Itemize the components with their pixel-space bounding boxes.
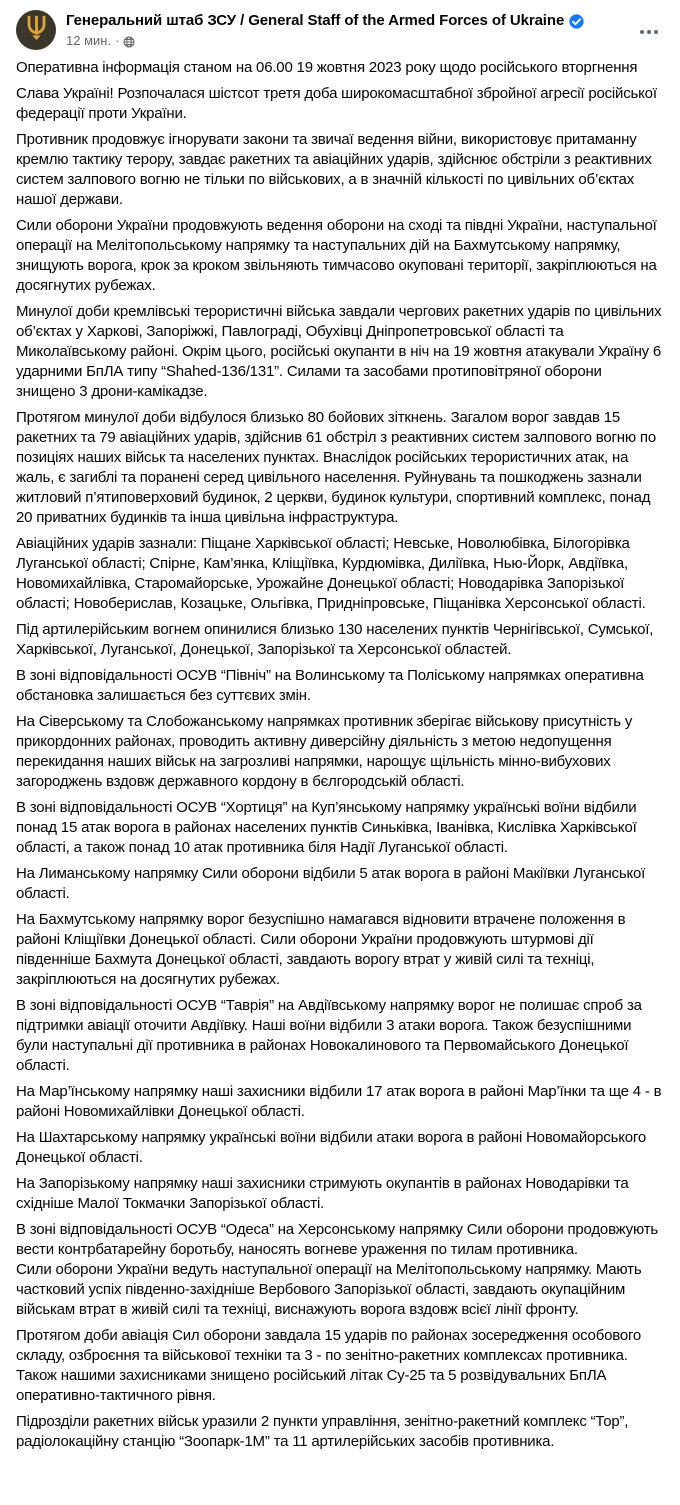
post-paragraph: Сили оборони України продовжують ведення оборони на сході та півдні України, наступальної операції на Мелітопольському напрямку та наступальних дій на Бахмутському напрямку, знищують ворога, крок за кроком звільняють тимчасово окуповані території, закріплюються на досягнутих рубежах. (16, 217, 657, 294)
post-paragraph: В зоні відповідальності ОСУВ “Таврія” на Авдіївському напрямку ворог не полишає спроб за підтримки авіації оточити Авдіївку. Наші воїни відбили 3 атаки ворога. Також безуспішними були наступальні дії противника в районах Новокалинового та Первомайського Донецької області. (16, 997, 642, 1074)
more-options-button[interactable] (636, 22, 662, 42)
post-paragraph: Оперативна інформація станом на 06.00 19 жовтня 2023 року щодо російського вторгнення (16, 59, 638, 76)
post-paragraph: Під артилерійським вогнем опинилися близько 130 населених пунктів Чернігівської, Сумської, Харківської, Луганської, Донецької, Запорізької та Херсонської областей. (16, 621, 654, 658)
post-paragraph: Слава Україні! Розпочалася шістсот третя доба широкомасштабної збройної агресії російської федерації проти України. (16, 85, 657, 122)
post-paragraph: На Лиманському напрямку Сили оборони відбили 5 атак ворога в районі Макіївки Луганської області. (16, 865, 646, 902)
page-avatar[interactable] (16, 10, 56, 50)
post-paragraph: Протягом минулої доби відбулося близько 80 бойових зіткнень. Загалом ворог завдав 15 ракетних та 79 авіаційних ударів, здійснив 61 обстріл з реактивних систем залпового вогню по позиціях наших військ та населених пунктах. Внаслідок російських терористичних атак, на жаль, є загиблі та поранені серед цивільного населення. Руйнувань та пошкоджень зазнали житловий п’ятиповерховий будинок, 2 церкви, будинок культури, спортивний комплекс, понад 20 приватних будинків та інша цивільна інфраструктура. (16, 409, 656, 526)
post-header (0, 0, 680, 54)
post-paragraph: На Шахтарському напрямку українські воїни відбили атаки ворога в районі Новомайорського Донецької області. (16, 1129, 646, 1166)
post-paragraph: Сили оборони України ведуть наступальної операції на Мелітопольському напрямку. Мають частковий успіх південно-західніше Вербового Запорізької області, завдають окупаційним військам втрат в живій силі та техніці, виснажують ворога вздовж всієї лінії фронту. (16, 1261, 642, 1318)
post-paragraph: На Бахмутському напрямку ворог безуспішно намагався відновити втрачене положення в районі Кліщіївки Донецької області. Сили оборони України продовжують штурмові дії південніше Бахмута Донецької області, завдають ворогу втрат у живій силі та техніці, закріплюються на досягнутих рубежах. (16, 911, 626, 988)
meta-dot-separator: · (115, 33, 120, 48)
verified-badge-icon (569, 14, 584, 29)
post-paragraph: На Мар’їнському напрямку наші захисники відбили 17 атак ворога в районі Мар’їнки та ще 4 - в районі Новомихайлівки Донецької області. (16, 1083, 662, 1120)
post-paragraph: На Запорізькому напрямку наші захисники стримують окупантів в районах Новодарівки та східніше Малої Токмачки Запорізької області. (16, 1175, 629, 1212)
trident-emblem-icon (24, 13, 49, 47)
post-paragraph: Минулої доби кремлівські терористичні війська завдали чергових ракетних ударів по цивільних об’єктах у Харкові, Запоріжжі, Павлограді, Обухівці Дніпропетровської області та Миколаївському районі. Окрім цього, російські окупанти в ніч на 19 жовтня атакували Україну 6 ударними БпЛА типу “Shahed-136/131”. Силами та засобами протиповітряної оборони знищено 3 дрони-камікадзе. (16, 303, 662, 400)
post-paragraph: Авіаційних ударів зазнали: Піщане Харківської області; Невське, Новолюбівка, Білогорівка Луганської області; Спірне, Кам’янка, Кліщіївка, Курдюмівка, Диліївка, Нью-Йорк, Авдіївка, Новомихайлівка, Старомайорське, Урожайне Донецької області; Новодарівка Запорізької області; Новоберислав, Козацьке, Ольгівка, Придніпровське, Піщанівка Херсонської області. (16, 535, 646, 612)
post-text (0, 54, 680, 1472)
page-name-row (66, 11, 584, 30)
post-paragraph: В зоні відповідальності ОСУВ “Одеса” на Херсонському напрямку Сили оборони продовжують вести контрбатарейну боротьбу, наносять вогневе ураження по тилам противника. (16, 1221, 658, 1258)
header-meta (66, 10, 584, 49)
ellipsis-more-icon (640, 30, 658, 34)
post-paragraph: Противник продовжує ігнорувати закони та звичаї ведення війни, використовує притаманну кремлю тактику терору, завдає ракетних та авіаційних ударів, здійснює обстріли з реактивних систем залпового вогню не тільки по військових, а в значній кількості по цивільних об’єктах нашої держави. (16, 131, 652, 208)
post-meta-row (66, 33, 584, 49)
page-name-link[interactable]: Генеральний штаб ЗСУ / General Staff of the Armed Forces of Ukraine (66, 12, 565, 29)
post-paragraph: В зоні відповідальності ОСУВ “Північ” на Волинському та Поліському напрямках оперативна обстановка залишається без суттєвих змін. (16, 667, 644, 704)
post-paragraph: В зоні відповідальності ОСУВ “Хортиця” на Куп’янському напрямку українські воїни відбили понад 15 атак ворога в районах населених пунктів Синьківка, Іванівка, Кислівка Харківської області, а також понад 10 атак противника біля Надії Луганської області. (16, 799, 637, 856)
globe-public-icon (123, 36, 135, 48)
post-paragraph: На Сіверському та Слобожанському напрямках противник зберігає військову присутність у прикордонних районах, проводить активну диверсійну діяльність з метою недопущення перекидання наших військ на загрозливі напрямки, нарощує щільність мінно-вибухових загороджень вздовж державного кордону в бєлгородській області. (16, 713, 633, 790)
timestamp-link[interactable]: 12 мин. (66, 33, 112, 48)
post-paragraph: Протягом доби авіація Сил оборони завдала 15 ударів по районах зосередження особового складу, озброєння та військової техніки та 3 - по зенітно-ракетних комплексах противника. Також нашими захисниками знищено російський літак Су-25 та 5 розвідувальних БпЛА оперативно-тактичного рівня. (16, 1327, 642, 1404)
post-paragraph: Підрозділи ракетних військ уразили 2 пункти управління, зенітно-ракетний комплекс “Тор”, радіолокаційну станцію “Зоопарк-1М” та 11 артилерійських засобів противника. (16, 1413, 629, 1450)
